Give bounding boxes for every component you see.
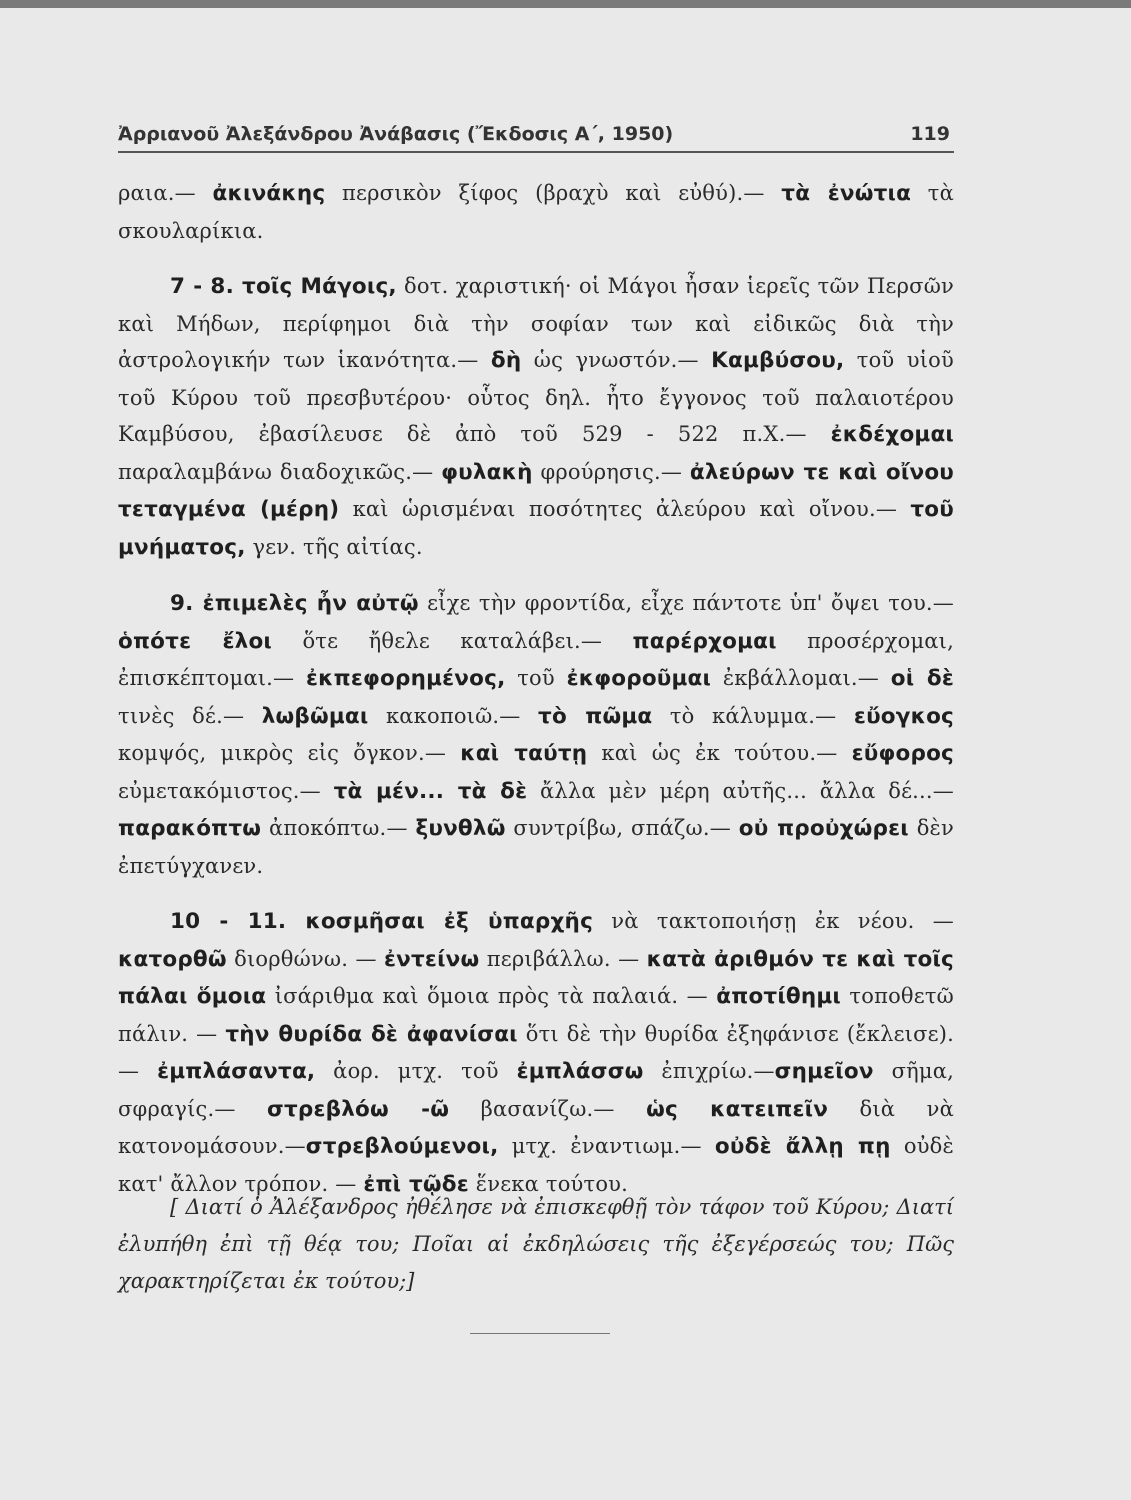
paragraph-continuation: ραια.— ἀκινάκης περσικὸν ξίφος (βραχὺ καὶ εὐθύ).— τὰ ἐνώτια τὰ σκουλαρίκια.	[118, 181, 954, 243]
paragraph-7-8: 7 - 8. τοῖς Μάγοις, δοτ. χαριστική· οἱ Μάγοι ἦσαν ἱερεῖς τῶν Περσῶν καὶ Μήδων, περίφημοι διὰ τὴν σοφίαν των καὶ εἰδικῶς διὰ τὴν ἀστρολογικήν των ἱκανότητα.— δὴ ὡς γνωστόν.— Καμβύσου, τοῦ υἱοῦ τοῦ Κύρου τοῦ πρεσβυτέρου· οὗτος δηλ. ἦτο ἔγγονος τοῦ παλαιοτέρου Καμβύσου, ἐβασίλευσε δὲ ἀπὸ τοῦ 529 - 522 π.Χ.— ἐκδέχομαι παραλαμβάνω διαδοχικῶς.— φυλακὴ φρούρησις.— ἀλεύρων τε καὶ οἴνου τεταγμένα (μέρη) καὶ ὡρισμέναι ποσότητες ἀλεύρου καὶ οἴνου.— τοῦ μνήματος, γεν. τῆς αἰτίας.	[118, 274, 955, 560]
lemma: εὔογκος	[853, 703, 954, 729]
lemma: ξυνθλῶ	[415, 816, 506, 841]
running-title: Ἀρριανοῦ Ἀλεξάνδρου Ἀνάβασις (Ἔκδοσις Α΄, 1950)	[118, 123, 674, 145]
lemma: παρέρχομαι	[632, 628, 777, 654]
lemma: ἐμπλάσαντα,	[157, 1059, 316, 1084]
lemma: σημεῖον	[774, 1059, 874, 1084]
lemma: οὐ προὐχώρει	[738, 816, 909, 841]
lemma: κατὰ ἀριθμόν τε καὶ τοῖς πάλαι ὅμοια	[118, 946, 954, 1009]
lemma: ἐντείνω	[384, 946, 480, 972]
lemma: στρεβλούμενοι,	[305, 1134, 499, 1159]
lemma: τὰ μέν... τὰ δὲ	[333, 778, 528, 804]
lemma: ἐκδέχομαι	[830, 422, 954, 447]
lemma: παρακόπτω	[118, 816, 262, 841]
section-lemma: 9. ἐπιμελὲς ἦν αὐτῷ	[170, 591, 419, 616]
lemma: τὰ ἐνώτια	[781, 181, 912, 206]
lemma: τὸ πῶμα	[538, 703, 653, 729]
lemma: ἀκινάκης	[212, 181, 326, 206]
lemma: ὁπότε ἔλοι	[118, 628, 273, 654]
end-rule	[470, 1333, 610, 1334]
lemma: ἀποτίθημι	[716, 984, 841, 1009]
lemma: κατορθῶ	[118, 946, 227, 972]
lemma: ἀλεύρων τε καὶ οἴνου τεταγμένα (μέρη)	[118, 459, 955, 522]
study-questions	[118, 1189, 954, 1300]
lemma: εὔφορος	[851, 741, 954, 766]
lemma: Καμβύσου,	[711, 348, 845, 373]
section-lemma: 10 - 11. κοσμῆσαι ἐξ ὑπαρχῆς	[170, 909, 594, 934]
lemma: στρεβλόω -ῶ	[267, 1096, 450, 1122]
lemma: τὴν θυρίδα δὲ ἀφανίσαι	[225, 1021, 518, 1047]
lemma: καὶ ταύτῃ	[460, 741, 588, 766]
lemma: ἐκπεφορημένος,	[306, 666, 506, 691]
scan-edge	[0, 0, 1131, 8]
lemma: ὡς κατειπεῖν	[646, 1096, 829, 1122]
running-header	[118, 117, 954, 153]
lemma: ἐμπλάσσω	[516, 1059, 644, 1084]
lemma: οὐδὲ ἄλλῃ πῃ	[714, 1134, 891, 1159]
section-lemma: 7 - 8. τοῖς Μάγοις,	[170, 274, 397, 299]
lemma: ἐκφοροῦμαι	[566, 666, 712, 691]
questions-text: [ Διατί ὁ Ἀλέξανδρος ἠθέλησε νὰ ἐπισκεφθῇ τὸν τάφον τοῦ Κύρου; Διατί ἐλυπήθη ἐπὶ τῇ θέᾳ του; Ποῖαι αἱ ἐκδηλώσεις τῆς ἐξεγέρσεώς του; Πῶς χαρακτηρίζεται ἐκ τούτου;]	[118, 1195, 954, 1293]
lemma: φυλακὴ	[441, 459, 533, 485]
paragraph-9: 9. ἐπιμελὲς ἦν αὐτῷ εἶχε τὴν φροντίδα, εἶχε πάντοτε ὑπ' ὄψει του.— ὁπότε ἔλοι ὅτε ἤθελε καταλάβει.— παρέρχομαι προσέρχομαι, ἐπισκέπτομαι.— ἐκπεφορημένος, τοῦ ἐκφοροῦμαι ἐκβάλλομαι.— οἱ δὲ τινὲς δέ.— λωβῶμαι κακοποιῶ.— τὸ πῶμα τὸ κάλυμμα.— εὔογκος κομψός, μικρὸς εἰς ὄγκον.— καὶ ταύτῃ καὶ ὡς ἐκ τούτου.— εὔφορος εὐμετακόμιστος.— τὰ μέν... τὰ δὲ ἄλλα μὲν μέρη αὐτῆς... ἄλλα δέ...— παρακόπτω ἀποκόπτω.— ξυνθλῶ συντρίβω, σπάζω.— οὐ προὐχώρει δὲν ἐπετύγχανεν.	[118, 591, 954, 878]
lemma: οἱ δὲ	[890, 666, 954, 691]
lemma: λωβῶμαι	[261, 703, 369, 729]
lemma: ἐπὶ τῷδε	[363, 1171, 469, 1197]
paragraph-10-11: 10 - 11. κοσμῆσαι ἐξ ὑπαρχῆς νὰ τακτοποιήσῃ ἐκ νέου. — κατορθῶ διορθώνω. — ἐντείνω περιβάλλω. — κατὰ ἀριθμόν τε καὶ τοῖς πάλαι ὅμοια ἰσάριθμα καὶ ὅμοια πρὸς τὰ παλαιά. — ἀποτίθημι τοποθετῶ πάλιν. — τὴν θυρίδα δὲ ἀφανίσαι ὅτι δὲ τὴν θυρίδα ἐξηφάνισε (ἔκλεισε). — ἐμπλάσαντα, ἀορ. μτχ. τοῦ ἐμπλάσσω ἐπιχρίω.—σημεῖον σῆμα, σφραγίς.— στρεβλόω -ῶ βασανίζω.— ὡς κατειπεῖν διὰ νὰ κατονομάσουν.—στρεβλούμενοι, μτχ. ἐναντιωμ.— οὐδὲ ἄλλῃ πῃ οὐδὲ κατ' ἄλλον τρόπον. — ἐπὶ τῷδε ἕνεκα τούτου.	[118, 909, 955, 1197]
lemma: δὴ	[490, 348, 522, 373]
lemma: τοῦ μνήματος,	[118, 497, 954, 560]
commentary-text	[118, 175, 954, 1203]
page-number: 119	[910, 123, 950, 145]
